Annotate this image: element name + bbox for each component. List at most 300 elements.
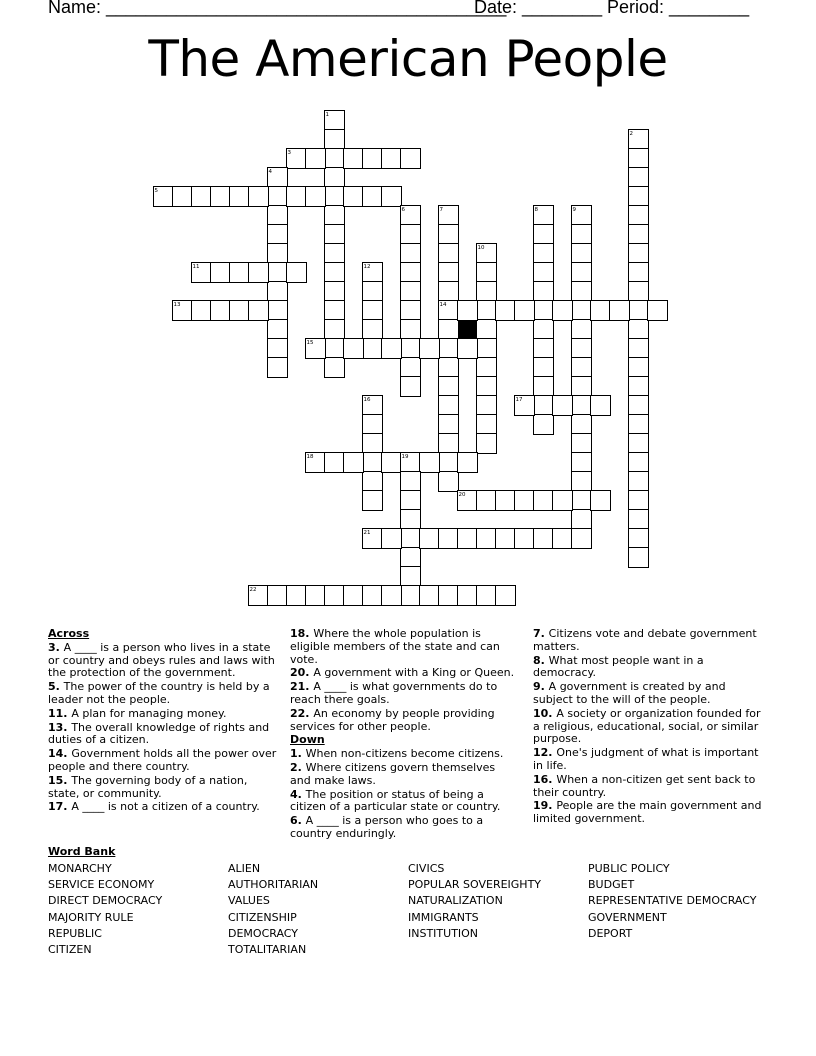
clue-item [533, 681, 763, 707]
clue-number: 9. [533, 680, 549, 694]
crossword-cell[interactable] [400, 319, 421, 340]
crossword-cell[interactable] [628, 281, 649, 302]
crossword-cell[interactable] [628, 433, 649, 454]
crossword-cell[interactable] [267, 357, 288, 378]
word-bank-column-2 [228, 861, 408, 958]
crossword-cell[interactable] [172, 186, 193, 207]
crossword-cell[interactable] [210, 186, 231, 207]
crossword-cell[interactable] [400, 300, 421, 321]
crossword-cell[interactable] [590, 300, 611, 321]
clue-item [290, 667, 515, 680]
clue-number: 11. [48, 706, 72, 720]
clue-number-8-down: 8 [534, 206, 538, 213]
clue-text: A ____ is what governments do to reach there goals. [290, 680, 498, 706]
crossword-cell[interactable] [514, 490, 535, 511]
across-heading: Across [48, 627, 90, 640]
crossword-cell[interactable] [267, 205, 288, 226]
crossword-cell[interactable] [400, 148, 421, 169]
crossword-cell[interactable] [362, 452, 383, 473]
crossword-cell[interactable] [267, 243, 288, 264]
clue-number: 13. [48, 720, 72, 734]
crossword-cell[interactable] [400, 376, 421, 397]
crossword-cell[interactable] [571, 224, 592, 245]
crossword-cell[interactable] [533, 262, 554, 283]
crossword-cell[interactable] [324, 452, 345, 473]
clue-number-20-across: 20 [458, 491, 466, 498]
clue-item [290, 708, 515, 734]
clue-item [48, 775, 280, 801]
crossword-cell[interactable] [286, 585, 307, 606]
crossword-cell[interactable] [628, 262, 649, 283]
crossword-cell[interactable] [533, 395, 554, 416]
crossword-cell[interactable] [438, 528, 459, 549]
crossword-cell[interactable] [533, 357, 554, 378]
clue-text: An economy by people providing services for other people. [290, 706, 495, 733]
crossword-cell[interactable] [495, 490, 516, 511]
clue-number-5-across: 5 [154, 187, 158, 194]
crossword-cell[interactable] [210, 262, 231, 283]
clue-item [48, 722, 280, 748]
crossword-cell[interactable] [419, 585, 440, 606]
clue-number-12-down: 12 [363, 263, 371, 270]
crossword-cell[interactable] [381, 452, 402, 473]
crossword-cell[interactable] [305, 186, 326, 207]
name-field[interactable]: Name: ________________________________________ [48, 0, 507, 17]
crossword-cell[interactable] [381, 338, 402, 359]
crossword-cell[interactable] [438, 414, 459, 435]
clues-column-2 [290, 628, 515, 842]
crossword-cell[interactable] [457, 528, 478, 549]
clue-number-7-down: 7 [439, 206, 443, 213]
crossword-cell[interactable] [571, 281, 592, 302]
clue-number: 19. [533, 799, 557, 813]
clue-number: 7. [533, 627, 549, 640]
word-bank-item: POPULAR SOVEREIGHTY [408, 878, 542, 892]
crossword-cell[interactable] [286, 262, 307, 283]
clue-number-19-down: 19 [401, 453, 409, 460]
crossword-cell[interactable] [438, 243, 459, 264]
crossword-cell[interactable] [343, 186, 364, 207]
clue-number: 14. [48, 747, 72, 761]
crossword-cell[interactable] [457, 300, 478, 321]
crossword-cell[interactable] [362, 490, 383, 511]
crossword-cell[interactable] [210, 300, 231, 321]
crossword-cell[interactable] [438, 471, 459, 492]
word-bank-item: DIRECT DEMOCRACY [48, 894, 163, 908]
crossword-cell[interactable] [533, 300, 554, 321]
clue-text: When non-citizens become citizens. [305, 747, 504, 761]
clue-text: The governing body of a nation, state, or community. [48, 773, 248, 800]
crossword-cell[interactable] [476, 376, 497, 397]
clue-number: 2. [290, 760, 306, 774]
word-bank-column-1 [48, 861, 228, 958]
clue-number-4-down: 4 [268, 168, 272, 175]
word-bank-item: REPRESENTATIVE DEMOCRACY [588, 894, 757, 908]
clue-item [290, 815, 515, 841]
crossword-cell[interactable] [628, 547, 649, 568]
crossword-cell[interactable] [533, 414, 554, 435]
clue-text: A ____ is a person who lives in a state or country and obeys rules and laws with the protection of the government. [48, 640, 275, 680]
crossword-cell[interactable] [229, 262, 250, 283]
crossword-cell[interactable] [628, 167, 649, 188]
clue-text: A ____ is not a citizen of a country. [71, 800, 260, 814]
crossword-cell[interactable] [457, 585, 478, 606]
date-field[interactable]: Date: ________ [474, 0, 603, 17]
clue-number-13-across: 13 [173, 301, 181, 308]
crossword-cell[interactable] [571, 528, 592, 549]
clue-number-15-across: 15 [306, 339, 314, 346]
word-bank-item: PUBLIC POLICY [588, 862, 670, 875]
crossword-cell[interactable] [628, 357, 649, 378]
crossword-cell[interactable] [400, 528, 421, 549]
crossword-cell[interactable] [457, 338, 478, 359]
crossword-cell[interactable] [381, 186, 402, 207]
crossword-cell[interactable] [628, 395, 649, 416]
crossword-cell[interactable] [324, 338, 345, 359]
crossword-cell[interactable] [628, 528, 649, 549]
crossword-cell[interactable] [381, 528, 402, 549]
clue-item [48, 642, 280, 680]
crossword-cell[interactable] [229, 186, 250, 207]
crossword-cell[interactable] [324, 205, 345, 226]
clue-number: 6. [290, 814, 306, 828]
crossword-cell[interactable] [400, 471, 421, 492]
clue-text: The position or status of being a citizen of a particular state or country. [290, 787, 501, 814]
crossword-cell[interactable] [438, 395, 459, 416]
word-bank-item: INSTITUTION [408, 926, 479, 940]
crossword-cell[interactable] [324, 262, 345, 283]
crossword-cell[interactable] [324, 300, 345, 321]
crossword-cell[interactable] [571, 319, 592, 340]
crossword-cell[interactable] [628, 338, 649, 359]
crossword-cell[interactable] [476, 319, 497, 340]
crossword-cell[interactable] [514, 528, 535, 549]
crossword-cell[interactable] [476, 262, 497, 283]
crossword-cell[interactable] [362, 148, 383, 169]
clue-number: 8. [533, 653, 549, 667]
crossword-cell[interactable] [400, 566, 421, 587]
crossword-cell[interactable] [324, 319, 345, 340]
crossword-cell[interactable] [267, 300, 288, 321]
crossword-cell[interactable] [628, 509, 649, 530]
word-bank-item: IMMIGRANTS [408, 910, 479, 924]
crossword-cell[interactable] [476, 528, 497, 549]
crossword-cell[interactable] [438, 376, 459, 397]
clue-text: One's judgment of what is important in life. [533, 746, 759, 772]
crossword-cell[interactable] [533, 528, 554, 549]
crossword-cell[interactable] [324, 585, 345, 606]
crossword-cell[interactable] [324, 243, 345, 264]
crossword-cell[interactable] [305, 148, 326, 169]
crossword-cell[interactable] [267, 262, 288, 283]
crossword-cell[interactable] [628, 471, 649, 492]
crossword-cell[interactable] [400, 509, 421, 530]
crossword-cell[interactable] [628, 490, 649, 511]
word-bank-column-4 [588, 861, 768, 942]
crossword-cell[interactable] [552, 528, 573, 549]
crossword-cell[interactable] [419, 338, 440, 359]
crossword-cell[interactable] [438, 433, 459, 454]
clue-number-18-across: 18 [306, 453, 314, 460]
word-bank-item: AUTHORITARIAN [228, 878, 319, 892]
crossword-cell[interactable] [381, 148, 402, 169]
clue-number: 15. [48, 773, 72, 787]
clue-number: 20. [290, 666, 314, 680]
clue-number: 10. [533, 706, 557, 720]
crossword-cell[interactable] [609, 300, 630, 321]
crossword-cell[interactable] [571, 338, 592, 359]
crossword-cell[interactable] [248, 262, 269, 283]
word-bank-item: CITIZEN [48, 942, 92, 956]
crossword-cell[interactable] [362, 471, 383, 492]
crossword-cell[interactable] [400, 585, 421, 606]
word-bank-item: DEPORT [588, 926, 633, 940]
clue-number: 1. [290, 747, 306, 761]
clue-number-14-across: 14 [439, 301, 447, 308]
down-clues-column-3 [533, 628, 763, 827]
clue-number-17-across: 17 [515, 396, 523, 403]
crossword-cell[interactable] [362, 338, 383, 359]
clue-number-16-down: 16 [363, 396, 371, 403]
crossword-cell[interactable] [438, 338, 459, 359]
crossword-cell[interactable] [628, 205, 649, 226]
crossword-cell[interactable] [438, 262, 459, 283]
clue-item [48, 708, 280, 721]
crossword-cell[interactable] [438, 357, 459, 378]
crossword-cell[interactable] [343, 338, 364, 359]
crossword-cell[interactable] [438, 452, 459, 473]
crossword-cell[interactable] [400, 338, 421, 359]
word-bank-item: REPUBLIC [48, 926, 102, 940]
crossword-cell[interactable] [438, 224, 459, 245]
crossword-cell[interactable] [457, 452, 478, 473]
crossword-cell[interactable] [495, 300, 516, 321]
crossword-cell[interactable] [533, 281, 554, 302]
crossword-cell[interactable] [476, 395, 497, 416]
crossword-cell[interactable] [533, 243, 554, 264]
crossword-cell[interactable] [571, 509, 592, 530]
crossword-cell[interactable] [343, 585, 364, 606]
crossword-cell[interactable] [476, 300, 497, 321]
crossword-cell[interactable] [571, 433, 592, 454]
crossword-cell[interactable] [571, 300, 592, 321]
crossword-cell[interactable] [400, 224, 421, 245]
crossword-cell[interactable] [571, 471, 592, 492]
crossword-cell[interactable] [267, 585, 288, 606]
clue-item [533, 800, 763, 826]
clue-text: A plan for managing money. [71, 706, 227, 720]
clue-number-21-across: 21 [363, 529, 371, 536]
word-bank-item: CIVICS [408, 862, 445, 875]
word-bank-item: VALUES [228, 894, 270, 908]
crossword-cell[interactable] [286, 186, 307, 207]
crossword-cell[interactable] [571, 243, 592, 264]
crossword-cell[interactable] [438, 319, 459, 340]
crossword-cell[interactable] [229, 300, 250, 321]
clue-number: 3. [48, 640, 64, 654]
crossword-cell[interactable] [628, 243, 649, 264]
crossword-cell[interactable] [628, 376, 649, 397]
clue-number-22-across: 22 [249, 586, 257, 593]
crossword-cell[interactable] [419, 528, 440, 549]
crossword-cell[interactable] [324, 148, 345, 169]
crossword-cell[interactable] [267, 224, 288, 245]
crossword-cell[interactable] [628, 414, 649, 435]
clue-item [533, 655, 763, 681]
crossword-cell[interactable] [533, 338, 554, 359]
crossword-cell[interactable] [438, 585, 459, 606]
crossword-cell[interactable] [400, 357, 421, 378]
clue-item [290, 628, 515, 666]
clue-text: The overall knowledge of rights and duties of a citizen. [48, 720, 270, 747]
crossword-cell[interactable] [343, 452, 364, 473]
crossword-cell[interactable] [571, 490, 592, 511]
crossword-cell[interactable] [419, 452, 440, 473]
crossword-cell[interactable] [533, 224, 554, 245]
crossword-cell[interactable] [628, 148, 649, 169]
crossword-cell[interactable] [362, 186, 383, 207]
clue-number: 17. [48, 800, 72, 814]
word-bank-heading: Word Bank [48, 845, 116, 858]
word-bank-column-3 [408, 861, 588, 942]
crossword-cell[interactable] [400, 281, 421, 302]
clue-text: Government holds all the power over people and there country. [48, 747, 277, 773]
crossword-cell[interactable] [362, 319, 383, 340]
crossword-cell[interactable] [571, 452, 592, 473]
clue-number-6-down: 6 [401, 206, 405, 213]
crossword-cell[interactable] [400, 243, 421, 264]
crossword-cell[interactable] [571, 357, 592, 378]
crossword-cell[interactable] [476, 585, 497, 606]
clue-number: 22. [290, 706, 314, 720]
crossword-cell[interactable] [476, 433, 497, 454]
crossword-cell[interactable] [571, 395, 592, 416]
crossword-cell[interactable] [267, 319, 288, 340]
clue-text: A government is created by and subject to the will of the people. [533, 680, 726, 706]
word-bank-item: DEMOCRACY [228, 926, 298, 940]
crossword-cell[interactable] [571, 414, 592, 435]
crossword-cell[interactable] [647, 300, 668, 321]
crossword-cell[interactable] [343, 148, 364, 169]
crossword-cell[interactable] [324, 224, 345, 245]
crossword-cell[interactable] [191, 186, 212, 207]
clue-item [290, 789, 515, 815]
clue-number: 18. [290, 627, 314, 640]
crossword-cell[interactable] [267, 281, 288, 302]
crossword-cell[interactable] [552, 395, 573, 416]
word-bank [48, 845, 788, 956]
crossword-cell[interactable] [514, 300, 535, 321]
word-bank-item: BUDGET [588, 878, 635, 892]
period-field[interactable]: Period: ________ [607, 0, 750, 17]
clue-number: 5. [48, 680, 64, 694]
clue-item [533, 628, 763, 654]
clue-number: 16. [533, 772, 557, 786]
clue-item [533, 708, 763, 746]
word-bank-item: ALIEN [228, 862, 261, 875]
crossword-cell[interactable] [628, 224, 649, 245]
crossword-cell[interactable] [248, 300, 269, 321]
clue-item [290, 748, 515, 761]
crossword-cell[interactable] [362, 433, 383, 454]
crossword-cell[interactable] [476, 338, 497, 359]
crossword-cell[interactable] [628, 300, 649, 321]
crossword-cell[interactable] [476, 357, 497, 378]
crossword-cell[interactable] [362, 585, 383, 606]
crossword-cell[interactable] [571, 376, 592, 397]
crossword-cell[interactable] [324, 167, 345, 188]
crossword-cell[interactable] [267, 338, 288, 359]
clue-number-1-down: 1 [325, 111, 329, 118]
crossword-cell[interactable] [381, 585, 402, 606]
crossword-cell[interactable] [628, 186, 649, 207]
clue-item [290, 762, 515, 788]
down-heading: Down [290, 733, 325, 747]
crossword-cell[interactable] [476, 490, 497, 511]
crossword-cell[interactable] [362, 300, 383, 321]
crossword-cell[interactable] [400, 490, 421, 511]
word-bank-item: NATURALIZATION [408, 894, 503, 908]
word-bank-item: MONARCHY [48, 862, 112, 875]
crossword-cell[interactable] [628, 319, 649, 340]
clue-item [48, 681, 280, 707]
crossword-cell[interactable] [267, 186, 288, 207]
word-bank-item: GOVERNMENT [588, 910, 667, 924]
clue-number-2-down: 2 [629, 130, 633, 137]
crossword-cell[interactable] [628, 452, 649, 473]
crossword-cell[interactable] [324, 281, 345, 302]
crossword-cell[interactable] [476, 281, 497, 302]
clue-text: A ____ is a person who goes to a country enduringly. [290, 814, 484, 840]
crossword-cell[interactable] [324, 186, 345, 207]
crossword-cell[interactable] [533, 490, 554, 511]
clue-text: When a non-citizen get sent back to their country. [533, 772, 756, 799]
clue-text: Citizens vote and debate government matters. [533, 627, 757, 653]
crossword-cell[interactable] [248, 186, 269, 207]
crossword-cell[interactable] [324, 129, 345, 150]
across-clues-column-1 [48, 628, 280, 815]
crossword-cell[interactable] [191, 300, 212, 321]
clue-item [48, 801, 280, 814]
crossword-cell[interactable] [495, 528, 516, 549]
crossword-cell[interactable] [533, 376, 554, 397]
crossword-cell[interactable] [438, 281, 459, 302]
clue-number-10-down: 10 [477, 244, 485, 251]
crossword-cell[interactable] [476, 414, 497, 435]
clue-text: A government with a King or Queen. [313, 666, 515, 680]
crossword-cell[interactable] [552, 490, 573, 511]
clue-number: 4. [290, 787, 306, 801]
crossword-cell[interactable] [362, 281, 383, 302]
crossword-cell[interactable] [590, 490, 611, 511]
clue-number-3-across: 3 [287, 149, 291, 156]
crossword-cell[interactable] [400, 262, 421, 283]
crossword-cell[interactable] [305, 585, 326, 606]
crossword-cell[interactable] [324, 357, 345, 378]
crossword-cell[interactable] [590, 395, 611, 416]
word-bank-item: MAJORITY RULE [48, 910, 134, 924]
crossword-cell[interactable] [533, 319, 554, 340]
crossword-cell[interactable] [495, 585, 516, 606]
clue-text: Where citizens govern themselves and make laws. [290, 760, 496, 787]
crossword-cell[interactable] [552, 300, 573, 321]
crossword-cell[interactable] [400, 547, 421, 568]
clue-number-9-down: 9 [572, 206, 576, 213]
crossword-cell[interactable] [362, 414, 383, 435]
crossword-cell[interactable] [571, 262, 592, 283]
clue-item [290, 681, 515, 707]
clue-text: People are the main government and limited government. [533, 799, 762, 826]
